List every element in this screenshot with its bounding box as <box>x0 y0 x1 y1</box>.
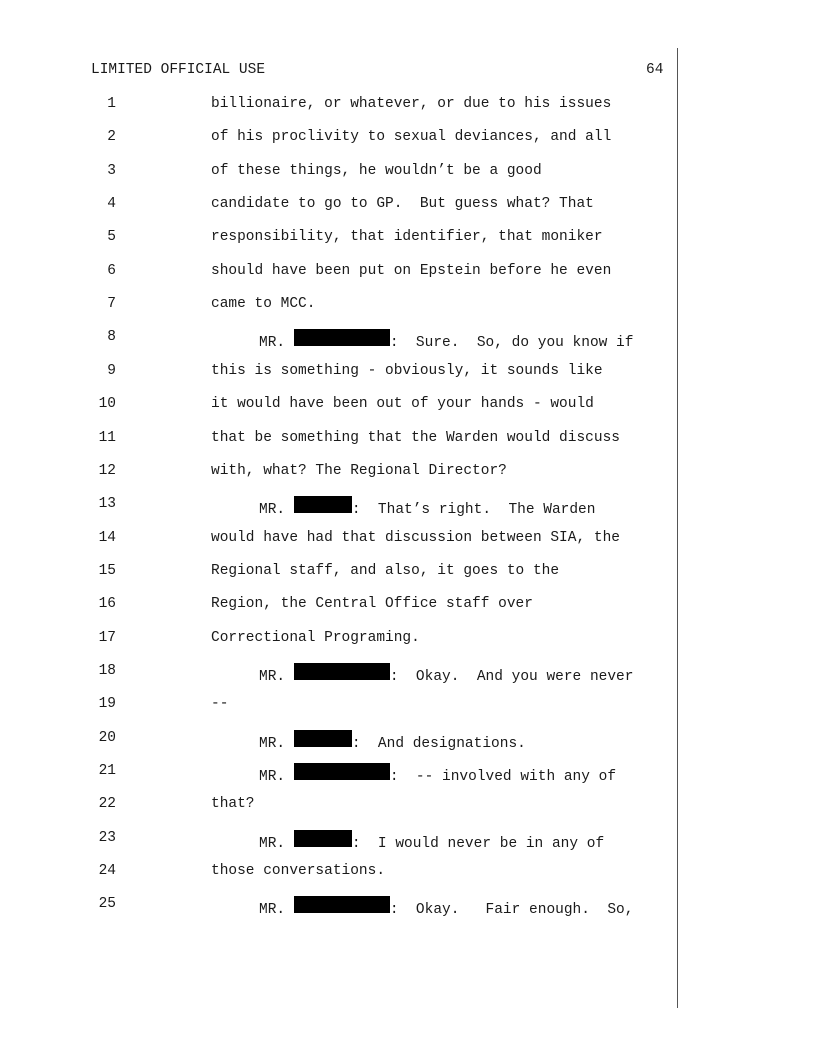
line-content: -- <box>211 696 229 713</box>
line-text <box>211 596 533 612</box>
line-number: 22 <box>98 796 116 813</box>
line-content: came to MCC. <box>211 296 316 313</box>
transcript-line <box>0 96 816 120</box>
line-content: this is something - obviously, it sounds like <box>211 362 603 379</box>
line-number: 16 <box>98 596 116 613</box>
line-text <box>211 463 507 479</box>
redaction-block <box>294 896 390 913</box>
transcript-line <box>0 796 816 820</box>
transcript-line <box>0 163 816 187</box>
line-text <box>211 163 542 179</box>
transcript-line <box>0 263 816 287</box>
transcript-line <box>0 763 816 787</box>
line-text <box>211 363 603 379</box>
line-number: 19 <box>98 696 116 713</box>
speaker-prefix: MR. <box>259 335 294 352</box>
line-number: 1 <box>107 96 116 112</box>
line-text <box>211 396 594 412</box>
line-content: would have had that discussion between SIA, the <box>211 529 620 546</box>
transcript-line <box>0 129 816 153</box>
line-number: 7 <box>107 296 116 313</box>
speaker-line <box>259 763 616 785</box>
line-number: 10 <box>98 396 116 413</box>
line-content: responsibility, that identifier, that moniker <box>211 229 603 246</box>
line-number: 21 <box>98 763 116 779</box>
line-text <box>211 630 420 646</box>
line-number: 15 <box>98 562 116 579</box>
line-text <box>211 563 559 579</box>
line-content: that be something that the Warden would discuss <box>211 429 620 446</box>
line-number: 12 <box>98 462 116 479</box>
line-content: candidate to go to GP. But guess what? That <box>211 196 594 213</box>
speaker-line <box>259 496 595 518</box>
line-text <box>211 530 620 546</box>
line-text <box>211 196 594 212</box>
speaker-prefix: MR. <box>259 769 294 785</box>
speaker-line <box>259 663 633 685</box>
line-text <box>211 796 255 812</box>
redaction-block <box>294 496 352 513</box>
line-content: : Okay. And you were never <box>389 668 634 685</box>
line-content: that? <box>211 796 255 813</box>
transcript-line <box>0 530 816 554</box>
transcript-line <box>0 496 816 520</box>
speaker-prefix: MR. <box>259 902 294 919</box>
transcript-line <box>0 329 816 353</box>
transcript-line <box>0 196 816 220</box>
line-number: 9 <box>107 362 116 379</box>
line-content: : And designations. <box>351 735 526 752</box>
speaker-line <box>259 830 604 852</box>
transcript-line <box>0 363 816 387</box>
line-number: 14 <box>98 529 116 546</box>
line-text <box>211 696 228 712</box>
line-text <box>211 296 315 312</box>
transcript-line <box>0 663 816 687</box>
line-content: Regional staff, and also, it goes to the <box>211 562 560 579</box>
transcript-line <box>0 863 816 887</box>
line-content: those conversations. <box>211 863 386 880</box>
line-text <box>211 129 611 145</box>
line-number: 20 <box>98 729 116 746</box>
transcript-line <box>0 563 816 587</box>
transcript-line <box>0 696 816 720</box>
redaction-block <box>294 730 352 747</box>
speaker-prefix: MR. <box>259 735 294 752</box>
speaker-prefix: MR. <box>259 835 294 852</box>
line-content: : Okay. Fair enough. So, <box>389 902 634 919</box>
redaction-block <box>294 830 352 847</box>
transcript-line <box>0 396 816 420</box>
speaker-prefix: MR. <box>259 668 294 685</box>
line-content: : Sure. So, do you know if <box>389 335 634 352</box>
line-content: Correctional Programing. <box>211 629 420 646</box>
line-content: of his proclivity to sexual deviances, and all <box>211 129 612 146</box>
speaker-line <box>259 730 526 752</box>
redaction-block <box>294 663 390 680</box>
line-number: 3 <box>107 162 116 179</box>
line-number: 4 <box>107 196 116 213</box>
line-text <box>211 229 603 245</box>
line-number: 2 <box>107 129 116 146</box>
transcript-line <box>0 296 816 320</box>
line-text <box>211 96 611 112</box>
line-number: 18 <box>98 662 116 679</box>
line-text <box>211 863 385 879</box>
line-content: Region, the Central Office staff over <box>211 596 533 613</box>
speaker-prefix: MR. <box>259 502 294 519</box>
line-text <box>211 263 611 279</box>
speaker-line <box>259 329 633 351</box>
classification-header: LIMITED OFFICIAL USE <box>91 62 266 78</box>
redaction-block <box>294 763 390 780</box>
transcript-line <box>0 730 816 754</box>
line-content: with, what? The Regional Director? <box>211 462 507 479</box>
line-content: billionaire, or whatever, or due to his issues <box>211 96 612 112</box>
line-number: 24 <box>98 863 116 880</box>
transcript-line <box>0 896 816 920</box>
line-content: of these things, he wouldn’t be a good <box>211 162 542 179</box>
transcript-line <box>0 463 816 487</box>
transcript-line <box>0 229 816 253</box>
line-content: : That’s right. The Warden <box>351 502 596 519</box>
transcript-line <box>0 630 816 654</box>
redaction-block <box>294 329 390 346</box>
line-number: 23 <box>98 829 116 846</box>
line-number: 8 <box>107 329 116 346</box>
line-number: 11 <box>98 429 116 446</box>
line-number: 13 <box>98 496 116 513</box>
transcript-line <box>0 596 816 620</box>
line-number: 25 <box>98 896 116 913</box>
line-number: 17 <box>98 629 116 646</box>
speaker-line <box>259 896 633 918</box>
line-content: it would have been out of your hands - would <box>211 396 594 413</box>
transcript-line <box>0 830 816 854</box>
transcript-line <box>0 430 816 454</box>
line-number: 6 <box>107 262 116 279</box>
line-content: should have been put on Epstein before he even <box>211 262 612 279</box>
line-number: 5 <box>107 229 116 246</box>
page-number: 64 <box>646 62 664 78</box>
line-content: : -- involved with any of <box>389 769 617 785</box>
line-text <box>211 430 620 446</box>
line-content: : I would never be in any of <box>351 835 605 852</box>
